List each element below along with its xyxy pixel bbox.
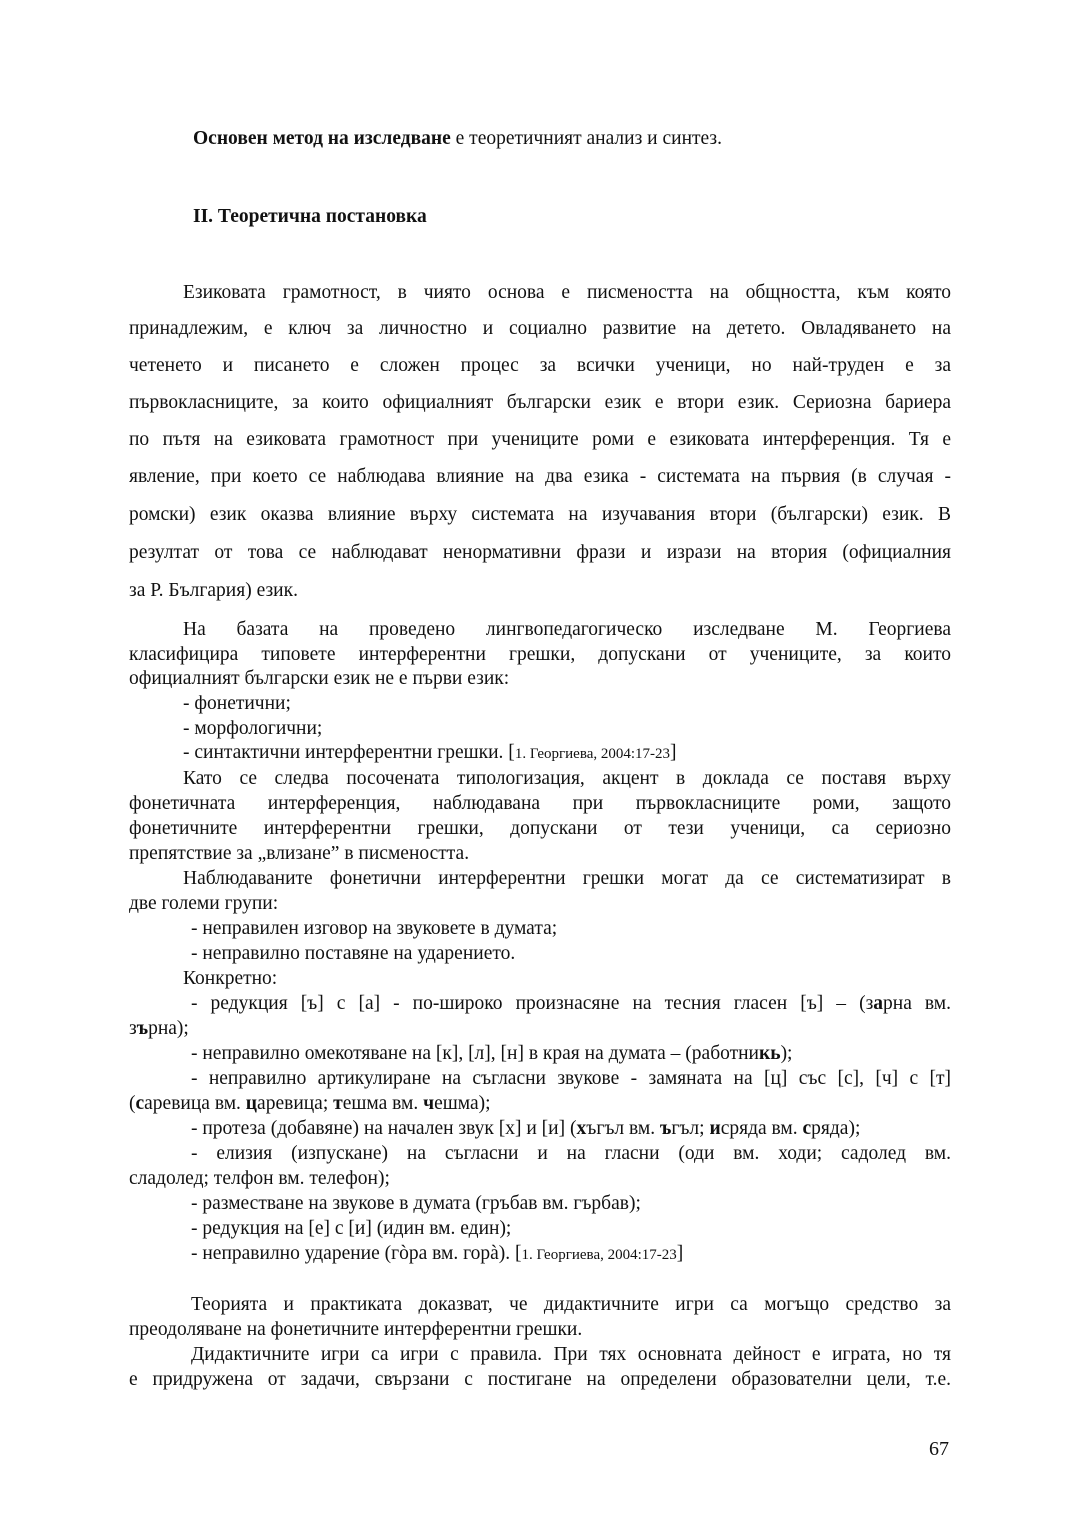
typology-line-1: Като се следва посочената типологизация, акцент в доклада се поставя върху [183, 768, 951, 789]
concretely-label: Конкретно: [183, 968, 278, 989]
intro-line-6: явление, при което се наблюдава влияние на два езика - системата на първия (в случая - [129, 466, 951, 487]
error-stress: - неправилно ударение (гòра вм. горà). [1. Георгиева, 2004:17-23] [191, 1243, 684, 1264]
error-reduction-a-line-2: зърна); [129, 1018, 189, 1039]
list-item-phonetic: - фонетични; [183, 693, 291, 714]
typology-line-3: фонетичните интерферентни грешки, допускани от тези ученици, са сериозно [129, 818, 951, 839]
method-line [193, 128, 1015, 150]
method-bold: Основен метод на изследване [193, 128, 451, 149]
citation-1: 1. Георгиева, 2004:17-23 [514, 746, 671, 762]
intro-line-3: четенето и писането е сложен процес за всички ученици, но най-труден е за [129, 355, 951, 376]
classification-line-1: На базата на проведено лингвопедагогическо изследване М. Георгиева [183, 619, 951, 640]
list-item-syntactic [183, 742, 1005, 764]
syntactic-text: - синтактични интерферентни грешки. [ [183, 742, 515, 763]
games-line-2: е придружена от задачи, свързани с постигане на определени образователни цели, т.е. [129, 1369, 951, 1390]
group-item-pronunciation: - неправилен изговор на звуковете в думата; [191, 918, 558, 939]
error-softening: - неправилно омекотяване на [к], [л], [н] в края на думата – (работникь); [191, 1043, 793, 1064]
intro-line-1: Езиковата грамотност, в чиято основа е писмеността на общността, към която [183, 282, 951, 303]
classification-line-3: официалният български език не е първи език: [129, 668, 510, 689]
page-number: 67 [929, 1438, 949, 1460]
typology-line-4: препятствие за „влизане” в писмеността. [129, 843, 470, 864]
error-articulation-line-1: - неправилно артикулиране на съгласни звукове - замяната на [ц] със [с], [ч] с [т] [191, 1068, 951, 1089]
typology-line-2: фонетичната интерференция, наблюдавана при първокласниците роми, защото [129, 793, 951, 814]
error-articulation-line-2: (саревица вм. царевица; тешма вм. чешма); [129, 1093, 491, 1114]
intro-line-9: за Р. България) език. [129, 580, 298, 601]
groups-line-2: две големи групи: [129, 893, 279, 914]
intro-line-4: първокласниците, за които официалният български език е втори език. Сериозна бариера [129, 392, 951, 413]
citation-1-close: ] [670, 742, 677, 763]
error-reduction-a-line-1: - редукция [ъ] с [а] - по-широко произнасяне на тесния гласен [ъ] – (зарна вм. [191, 993, 951, 1014]
intro-line-2: принадлежим, е ключ за личностно и социално развитие на детето. Овладяването на [129, 318, 951, 339]
classification-line-2: класифицира типовете интерферентни грешки, допускани от учениците, за които [129, 644, 951, 665]
games-line-1: Дидактичните игри са игри с правила. При тях основната дейност е играта, но тя [191, 1344, 951, 1365]
groups-line-1: Наблюдаваните фонетични интерферентни грешки могат да се систематизират в [183, 868, 951, 889]
list-item-morphological: - морфологични; [183, 718, 323, 739]
section-heading: II. Теоретична постановка [193, 206, 427, 227]
theory-line-2: преодоляване на фонетичните интерферентни грешки. [129, 1319, 583, 1340]
theory-line-1: Теорията и практиката доказват, че дидактичните игри са могъщо средство за [191, 1294, 951, 1315]
intro-line-8: резултат от това се наблюдават ненормативни фрази и изрази на втория (официалния [129, 542, 951, 563]
error-elision-line-1: - елизия (изпускане) на съгласни и на гласни (оди вм. ходи; садолед вм. [191, 1143, 951, 1164]
error-metathesis: - разместване на звукове в думата (гръбав вм. гърбав); [191, 1193, 641, 1214]
group-item-stress: - неправилно поставяне на ударението. [191, 943, 516, 964]
citation-2: 1. Георгиева, 2004:17-23 [521, 1247, 677, 1263]
intro-line-5: по пътя на езиковата грамотност при учениците роми е езиковата интерференция. Тя е [129, 429, 951, 450]
error-elision-line-2: сладолед; телфон вм. телефон); [129, 1168, 390, 1189]
error-reduction-e: - редукция на [е] с [и] (идин вм. един); [191, 1218, 512, 1239]
intro-line-7: ромски) език оказва влияние върху системата на изучавания втори (български) език. В [129, 504, 951, 525]
method-rest: е теоретичният анализ и синтез. [450, 128, 722, 149]
error-prothesis: - протеза (добавяне) на начален звук [х] и [и] (хъгъл вм. ъгъл; исряда вм. сряда); [191, 1118, 861, 1139]
